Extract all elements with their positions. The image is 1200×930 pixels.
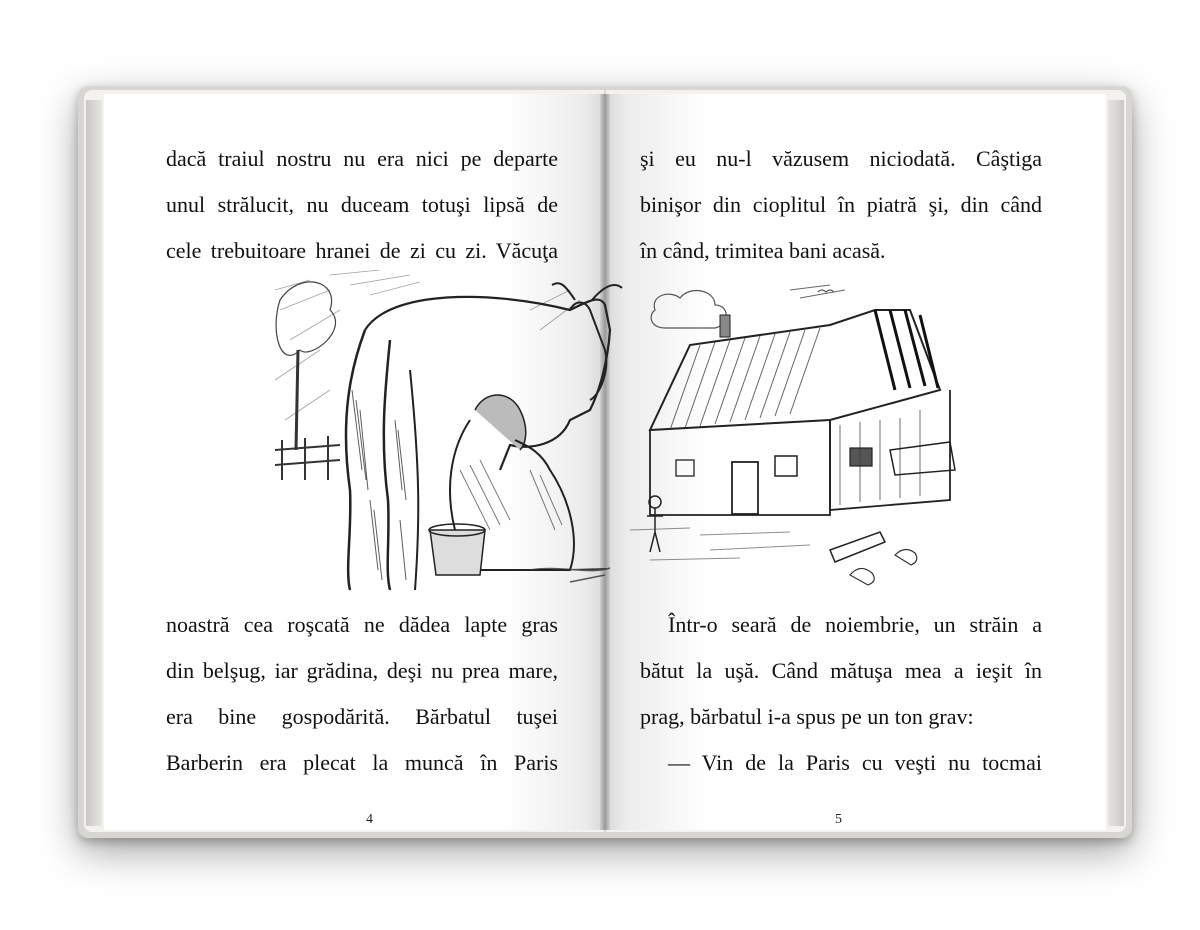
left-page-top-text — [166, 136, 558, 274]
text-line: Într-o seară de noiembrie, un străin a — [668, 612, 1042, 637]
text-line: noastră cea roşcată ne dădea lapte gras — [166, 612, 558, 637]
text-line: cele trebuitoare hranei de zi cu zi. Văcuţa — [166, 238, 558, 263]
page-edges-right — [1108, 100, 1124, 826]
right-page-bottom-text — [640, 602, 1042, 786]
pencil-sketch-farmyard-illustration — [270, 270, 960, 600]
text-line: şi eu nu-l văzusem niciodată. Câştiga — [640, 146, 1042, 171]
text-line: unul strălucit, nu duceam totuşi lipsă de — [166, 192, 558, 217]
left-page-bottom-text — [166, 602, 558, 786]
text-line: binişor din cioplitul în piatră şi, din când — [640, 192, 1042, 217]
page-edges-left — [86, 100, 102, 826]
text-line: — Vin de la Paris cu veşti nu tocmai — [668, 750, 1042, 775]
text-line: din belşug, iar grădina, deşi nu prea mare, — [166, 658, 558, 683]
page-number-left: 4 — [366, 812, 373, 827]
text-line: era bine gospodărită. Bărbatul tuşei — [166, 704, 558, 729]
text-line: în când, trimitea bani acasă. — [640, 238, 886, 263]
text-line: bătut la uşă. Când mătuşa mea a ieşit în — [640, 658, 1042, 683]
right-page-top-text — [640, 136, 1042, 274]
page-number-right: 5 — [835, 812, 842, 827]
text-line: dacă traiul nostru nu era nici pe departe — [166, 146, 558, 171]
text-line: prag, bărbatul i-a spus pe un ton grav: — [640, 704, 974, 729]
text-line: Barberin era plecat la muncă în Paris — [166, 750, 558, 775]
